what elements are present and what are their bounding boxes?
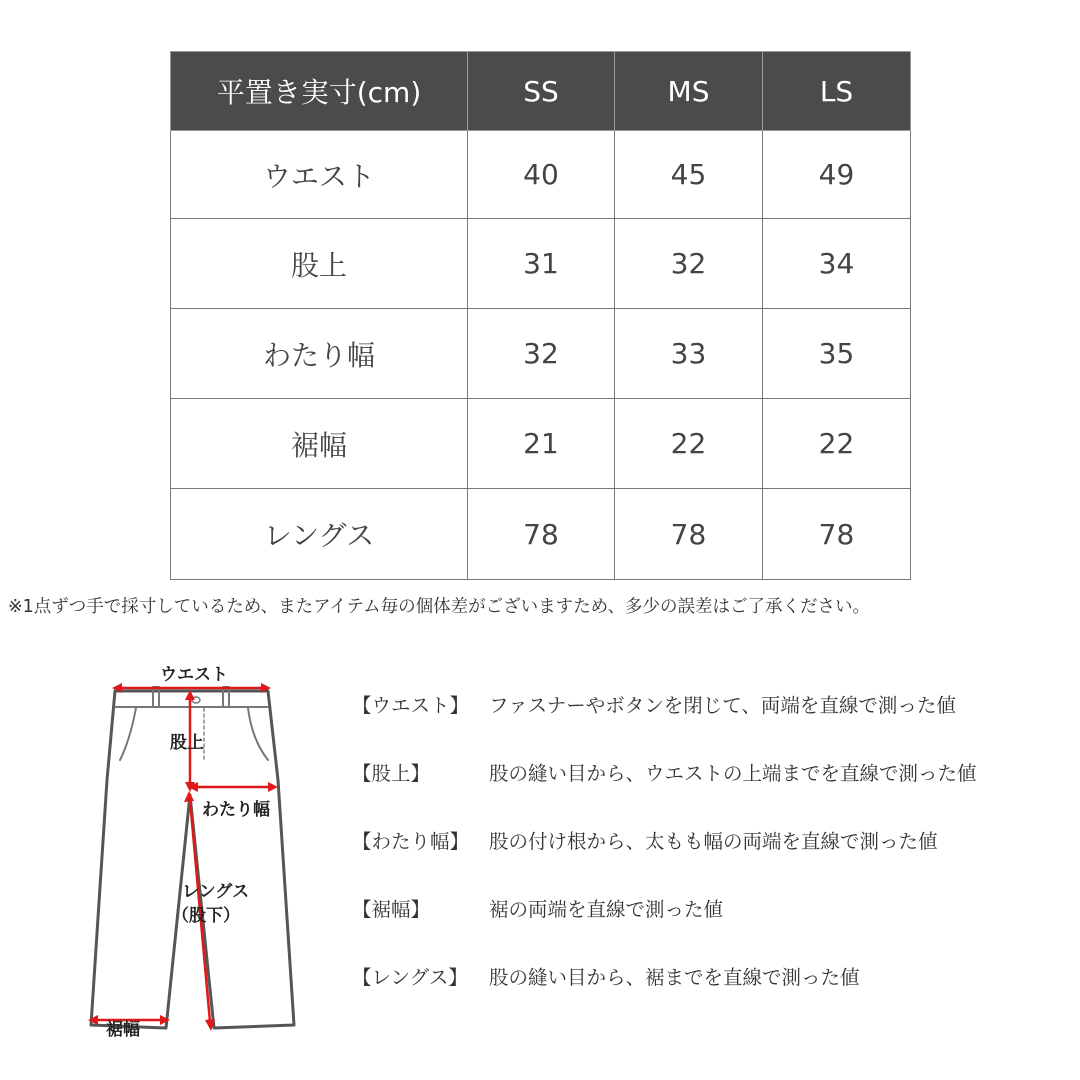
definition-text: 股の縫い目から、ウエストの上端までを直線で測った値 xyxy=(489,762,977,785)
table-row xyxy=(171,219,911,309)
size-table-header-row xyxy=(171,52,911,131)
diagram-label-length-inseam: （股下） xyxy=(172,906,240,926)
definition-term: 【股上】 xyxy=(352,762,431,785)
length-arrow-head-top xyxy=(184,791,194,802)
cell-value: 45 xyxy=(615,131,763,219)
definition-text: 股の付け根から、太もも幅の両端を直線で測った値 xyxy=(489,830,938,853)
row-label-hem: 裾幅 xyxy=(171,399,468,489)
measurement-note: ※1点ずつ手で採寸しているため、またアイテム毎の個体差がございますため、多少の誤差はご了承ください。 xyxy=(8,597,870,617)
size-table-header-ms: MS xyxy=(615,52,763,131)
cell-value: 22 xyxy=(763,399,911,489)
diagram-label-waist: ウエスト xyxy=(160,665,228,685)
definition-row-thigh xyxy=(352,826,1072,860)
size-table-header-measurement: 平置き実寸(cm) xyxy=(171,52,468,131)
definition-text: ファスナーやボタンを閉じて、両端を直線で測った値 xyxy=(489,694,956,717)
cell-value: 40 xyxy=(468,131,615,219)
pants-diagram xyxy=(80,660,310,1050)
table-row xyxy=(171,489,911,580)
cell-value: 34 xyxy=(763,219,911,309)
table-row xyxy=(171,309,911,399)
measurement-definitions xyxy=(352,690,1072,1030)
table-row xyxy=(171,131,911,219)
table-row xyxy=(171,399,911,489)
cell-value: 49 xyxy=(763,131,911,219)
pants-outline-illustration xyxy=(80,660,310,1050)
row-label-length: レングス xyxy=(171,489,468,580)
row-label-rise: 股上 xyxy=(171,219,468,309)
cell-value: 21 xyxy=(468,399,615,489)
size-table xyxy=(170,51,911,580)
diagram-label-length: レングス xyxy=(182,882,250,902)
size-table-header-ss: SS xyxy=(468,52,615,131)
definition-term: 【レングス】 xyxy=(352,966,468,989)
definition-row-hem xyxy=(352,894,1072,928)
front-pocket-left xyxy=(120,708,136,760)
row-label-waist: ウエスト xyxy=(171,131,468,219)
definition-row-length xyxy=(352,962,1072,996)
front-pocket-right xyxy=(248,708,268,760)
definition-row-waist xyxy=(352,690,1072,724)
definition-term: 【ウエスト】 xyxy=(352,694,470,717)
definition-text: 股の縫い目から、裾までを直線で測った値 xyxy=(489,966,860,989)
cell-value: 33 xyxy=(615,309,763,399)
size-table-header-ls: LS xyxy=(763,52,911,131)
cell-value: 78 xyxy=(763,489,911,580)
cell-value: 35 xyxy=(763,309,911,399)
definition-term: 【わたり幅】 xyxy=(352,830,470,853)
cell-value: 32 xyxy=(468,309,615,399)
definition-row-rise xyxy=(352,758,1072,792)
cell-value: 78 xyxy=(615,489,763,580)
cell-value: 22 xyxy=(615,399,763,489)
definition-text: 裾の両端を直線で測った値 xyxy=(489,898,724,921)
row-label-thigh: わたり幅 xyxy=(171,309,468,399)
diagram-label-rise: 股上 xyxy=(170,733,204,753)
cell-value: 31 xyxy=(468,219,615,309)
cell-value: 32 xyxy=(615,219,763,309)
definition-term: 【裾幅】 xyxy=(352,898,431,921)
diagram-label-thigh: わたり幅 xyxy=(202,800,270,820)
thigh-arrow-head-right xyxy=(268,782,278,792)
diagram-label-hem: 裾幅 xyxy=(106,1020,140,1040)
cell-value: 78 xyxy=(468,489,615,580)
